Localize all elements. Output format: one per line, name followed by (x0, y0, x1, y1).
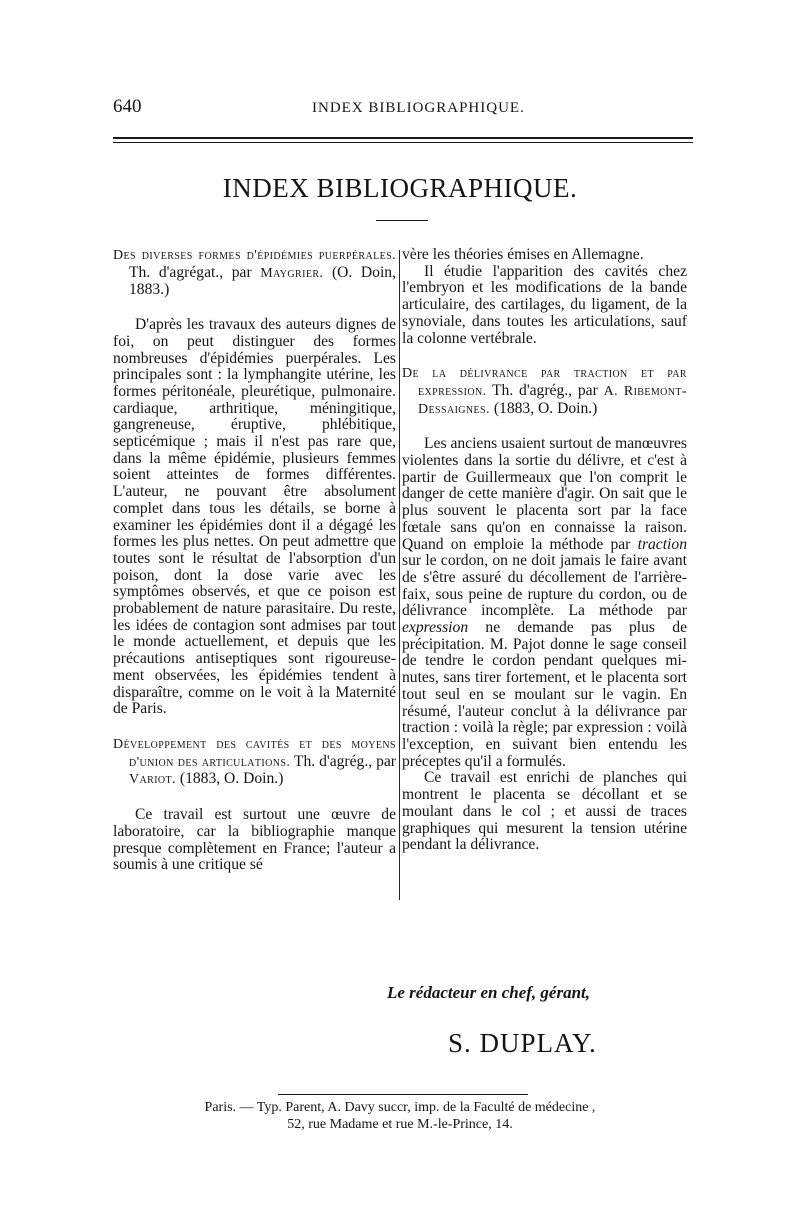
entry-reference: Th. d'agrég., par (492, 381, 598, 399)
entry-publisher: (1883, O. Doin.) (493, 399, 598, 417)
entry-publisher: (O. Doin, 1883.) (129, 263, 396, 299)
entry-summary: D'après les travaux des auteurs dignes de foi, on peut distinguer des formes nombreuses d'épidémies puerpérales. Les principales sont : la lymphangite utérine, les formes péritonéale, pleurétique, pulmonaire. cardiaque, arthritique, méningitique, gangreneuse, éruptive, phlébitique, septicémique ; mais il n'est pas rare que, dans la même épidémie, plusieurs femmes soient atteintes de formes différentes. L'auteur, ne pouvant être absolument complet dans tous les détails, se borne à examiner les épidémies dont il a dégagé les formes les plus nettes. On peut admettre que toutes sont le résultat de l'absorption d'un poison, dont la dose varie avec les symptômes observés, et que ce poison est probablement de nature parasitaire. Du reste, les idées de contagion sont admises par tout le monde actuellement, et depuis que les précautions antiseptiques sont rigoureusement observées, les épidémies tendent à disparaître, comme on le voit à la Maternité de Paris. (113, 316, 396, 718)
emphasis-term: traction (637, 535, 687, 553)
summary-text: sur le cordon, on ne doit jamais le faire avant de s'être assuré du décollement de l'arrière-faix, sous peine de rupture du cordon, ou de délivrance incomplète. La méthode par (402, 552, 687, 620)
printer-imprint-line2: 52, rue Madame et rue M.-le-Prince, 14. (287, 1117, 513, 1132)
bib-entry-delivrance (402, 365, 687, 418)
entry-heading: Des diverses formes d'épidémies puerpérales. (113, 248, 396, 263)
entry-summary-continued: vère les théories émises en Allemagne. (402, 246, 644, 263)
summary-text: Les anciens usaient surtout de manœuvres violentes dans la sortie du délivre, et c'est à partir de Guillermeaux que l'on comprit le danger de cette manière d'agir. On sait que le plus souvent le placenta sort par la face fœtale sans qu'on en connaisse la raison. Quand on emploie la méthode par (402, 435, 687, 553)
footer-rule (278, 1094, 528, 1095)
bib-entry-cavites (113, 736, 396, 789)
left-column (113, 247, 396, 874)
entry-reference: Th. d'agrégat., par (129, 263, 252, 281)
summary-text: ne demande pas plus de précipitation. M. Pajot donne le sage conseil de tendre le cordon pendant quelques minutes, sans tirer fortement, et le placenta sort tout seul en se moulant sur le vagin. En résumé, l'auteur conclut à la délivrance par traction : voilà la règle; par expression : voilà l'exception, en suivant bien entendu les préceptes qu'il a formulés. (402, 619, 687, 770)
entry-summary: Ce travail est enrichi de planches qui montrent le placenta se décollant et se moulant dans le col ; et aussi de traces graphiques qui mesurent la tension utérine pendant la délivrance. (402, 769, 687, 854)
entry-author: A. Ribemont-Dessaignes. (418, 383, 687, 417)
entry-heading: Développement des cavités et des moyens d'union des articulations. (113, 736, 396, 770)
editor-name: S. DUPLAY. (448, 1028, 597, 1058)
entry-heading: De la délivrance par traction et par expression. (402, 366, 687, 399)
entry-summary: Il étudie l'apparition des cavités chez l'embryon et les modifications de la bande articulaire, des cartilages, du ligament, de la synoviale, dans toutes les articulations, sauf la colonne vertébrale. (402, 262, 687, 347)
entry-publisher: (1883, O. Doin.) (179, 770, 284, 788)
title-underline (376, 220, 428, 221)
running-title: INDEX BIBLIOGRAPHIQUE. (312, 100, 525, 116)
header-rule-bottom (113, 142, 693, 143)
page-title: INDEX BIBLIOGRAPHIQUE. (222, 173, 578, 203)
entry-summary: Ce travail est surtout une œuvre de laboratoire, car la bibliographie manque presque complètement en France; l'auteur a soumis à une critique sé (113, 806, 396, 874)
right-column (402, 247, 687, 854)
emphasis-term: expression (402, 619, 469, 637)
entry-author: Variot. (129, 772, 176, 788)
printer-imprint-line1: Paris. — Typ. Parent, A. Davy succr, imp. de la Faculté de médecine , (204, 1100, 596, 1115)
entry-reference: Th. d'agrég., par (293, 752, 396, 770)
entry-summary (402, 436, 687, 770)
entry-author: Maygrier. (260, 265, 324, 281)
editor-role: Le rédacteur en chef, gérant, (387, 983, 591, 1002)
header-rule-top (113, 137, 693, 139)
bib-entry-epidemies (113, 247, 396, 299)
column-separator (399, 250, 400, 900)
page-number: 640 (113, 96, 142, 117)
